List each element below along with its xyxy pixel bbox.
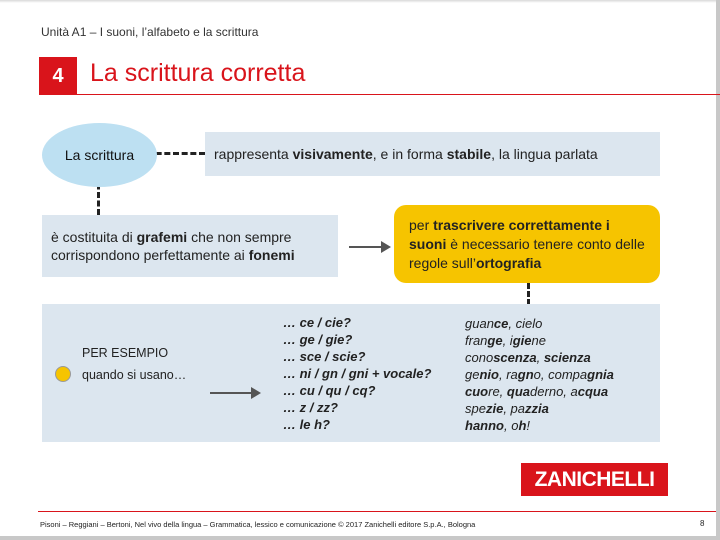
bullet-dot-icon <box>55 366 71 382</box>
word-example-bold-segment: gn <box>517 367 534 382</box>
definition-text: , la lingua parlata <box>491 146 598 162</box>
orthography-bold: trascrivere correttamente i suoni <box>409 217 610 252</box>
letter-group-item: … le h? <box>283 417 330 432</box>
unit-header: Unità A1 – I suoni, l’alfabeto e la scrittura <box>41 25 259 39</box>
arrow-to-groups-head <box>251 387 261 399</box>
word-example-segment: o, compa <box>533 367 588 382</box>
word-example-segment: lo <box>532 316 543 331</box>
definition-bold-visivamente: visivamente <box>292 146 373 162</box>
footer-rule <box>38 511 716 512</box>
word-example-segment: ge <box>465 367 480 382</box>
word-example-segment: , <box>536 350 544 365</box>
word-example-bold-segment: hanno <box>465 418 504 433</box>
letter-group-item: … ni / gn / gni + vocale? <box>283 366 432 381</box>
word-example-item <box>465 349 614 366</box>
word-example-segment: cono <box>465 350 494 365</box>
graphemes-text: che non sempre corrispondono perfettamente ai <box>51 229 292 263</box>
word-example-segment: , ra <box>498 367 518 382</box>
word-example-segment: derno, a <box>530 384 578 399</box>
word-example-item <box>465 417 614 434</box>
graphemes-bold-grafemi: grafemi <box>136 229 188 245</box>
word-example-item <box>465 383 614 400</box>
definition-text: rappresenta <box>214 146 293 162</box>
letter-group-item: … ge / gie? <box>283 332 353 347</box>
footer-credit: Pisoni – Reggiani – Bertoni, Nel vivo della lingua – Grammatica, lessico e comunicazione © 2017 Zanichelli editore S.p.A., Bologna <box>40 520 476 529</box>
orthography-box <box>394 205 660 283</box>
word-example-bold-segment: scienza <box>543 350 591 365</box>
letter-group-item: … z / zz? <box>283 400 338 415</box>
word-example-bold-segment: h <box>518 418 527 433</box>
page-title: La scrittura corretta <box>90 59 306 87</box>
center-concept <box>42 123 157 187</box>
example-heading: PER ESEMPIO <box>82 346 169 360</box>
example-text: quando si usano… <box>82 368 187 382</box>
word-example-bold-segment: nio <box>479 367 499 382</box>
graphemes-bold-fonemi: fonemi <box>248 247 295 263</box>
title-underline <box>77 94 720 95</box>
word-example-segment: fran <box>465 333 488 348</box>
word-example-item <box>465 366 614 383</box>
word-example-segment: guan <box>465 316 494 331</box>
word-example-item <box>465 332 614 349</box>
definition-bold-stabile: stabile <box>446 146 492 162</box>
word-example-segment: , pa <box>503 401 525 416</box>
word-example-item <box>465 400 614 417</box>
word-example-segment: ! <box>526 418 531 433</box>
word-example-bold-segment: qua <box>506 384 531 399</box>
word-example-segment: re, <box>488 384 507 399</box>
letter-groups-list <box>283 314 431 433</box>
arrow-to-orthography-head <box>381 241 391 253</box>
orthography-text: per <box>409 217 434 233</box>
connector-orthography-examples <box>527 283 530 305</box>
letter-group-item: … ce / cie? <box>283 315 351 330</box>
word-example-bold-segment: gie <box>512 333 532 348</box>
word-examples-list <box>465 315 614 434</box>
word-example-bold-segment: cuo <box>465 384 489 399</box>
graphemes-text: è costituita di <box>51 229 137 245</box>
page-number: 8 <box>700 519 705 528</box>
word-example-segment: ne <box>531 333 546 348</box>
letter-group-item: … sce / scie? <box>283 349 366 364</box>
example-block <box>82 342 186 386</box>
word-example-bold-segment: zie <box>485 401 504 416</box>
arrow-to-orthography-line <box>349 246 382 248</box>
section-number: 4 <box>39 57 77 95</box>
definition-box <box>205 132 660 176</box>
center-concept-label: La scrittura <box>64 147 135 163</box>
word-example-segment: , cie <box>508 316 533 331</box>
word-example-bold-segment: gnia <box>587 367 614 382</box>
word-example-segment: , o <box>504 418 519 433</box>
word-example-item <box>465 315 614 332</box>
graphemes-box <box>42 215 338 277</box>
word-example-segment: , i <box>502 333 513 348</box>
word-example-bold-segment: ge <box>487 333 503 348</box>
definition-text: , e in forma <box>372 146 447 162</box>
word-example-bold-segment: zzia <box>525 401 549 416</box>
orthography-text: è necessario tenere conto delle regole sull’ <box>409 236 645 271</box>
word-example-bold-segment: cqua <box>577 384 609 399</box>
zanichelli-logo: ZANICHELLI <box>521 463 668 496</box>
word-example-bold-segment: ce <box>493 316 509 331</box>
word-example-segment: spe <box>465 401 486 416</box>
arrow-to-groups-line <box>210 392 252 394</box>
letter-group-item: … cu / qu / cq? <box>283 383 376 398</box>
word-example-bold-segment: scenza <box>493 350 537 365</box>
orthography-bold-ortografia: ortografia <box>475 255 542 271</box>
